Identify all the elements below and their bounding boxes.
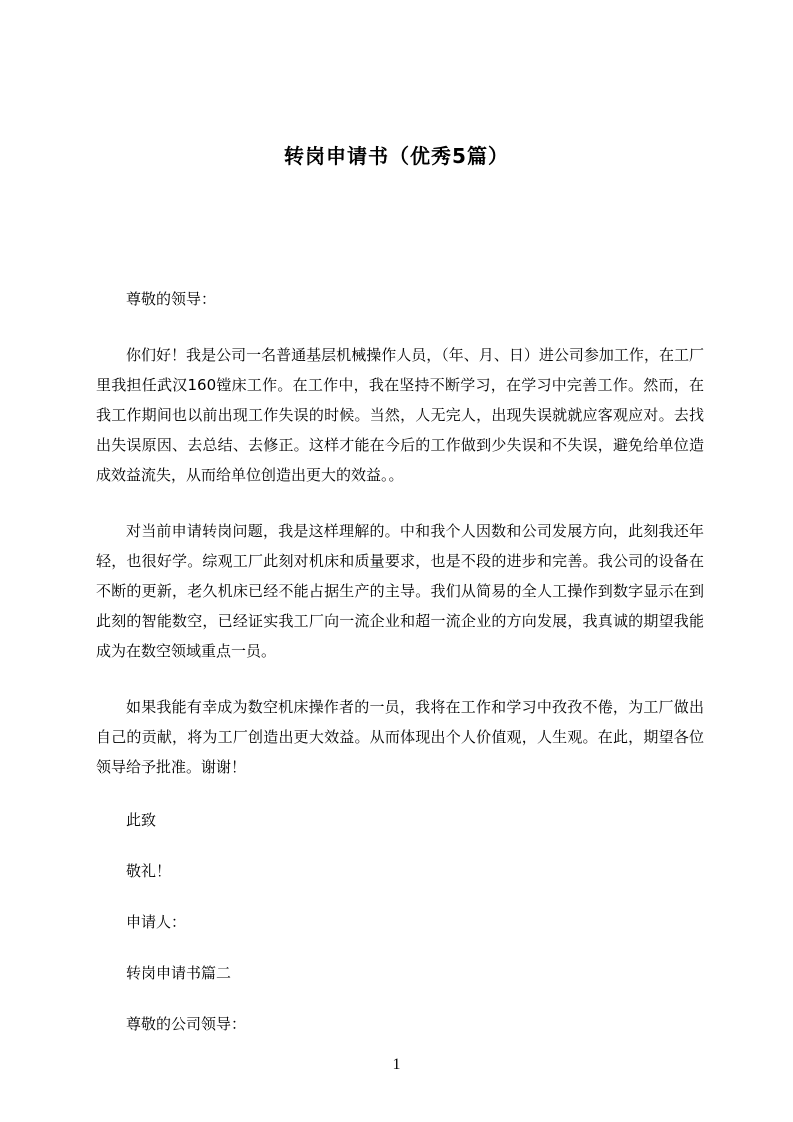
closing-line-2: 敬礼！ xyxy=(126,862,172,880)
salutation-2: 尊敬的公司领导： xyxy=(126,1015,247,1033)
document-body xyxy=(96,284,704,1060)
document-title: 转岗申请书（优秀5篇） xyxy=(284,144,509,168)
closing-line-1: 此致 xyxy=(126,811,157,829)
paragraph-3: 如果我能有幸成为数空机床操作者的一员，我将在工作和学习中孜孜不倦，为工厂做出自己的贡献，将为工厂创造出更大效益。从而体现出个人价值观，人生观。在此，期望各位领导给予批准。谢谢！ xyxy=(96,698,704,776)
paragraph-2: 对当前申请转岗问题，我是这样理解的。中和我个人因数和公司发展方向，此刻我还年轻，也很好学。综观工厂此刻对机床和质量要求，也是不段的进步和完善。我公司的设备在不断的更新，老久机床已经不能占据生产的主导。我们从简易的全人工操作到数字显示在到此刻的智能数空，已经证实我工厂向一流企业和超一流企业的方向发展，我真诚的期望我能成为在数空领域重点一员。 xyxy=(96,522,704,660)
salutation: 尊敬的领导： xyxy=(126,290,217,308)
section-heading: 转岗申请书篇二 xyxy=(126,964,232,982)
page-number: 1 xyxy=(392,1056,401,1073)
paragraph-1: 你们好！我是公司一名普通基层机械操作人员，（年、月、日）进公司参加工作，在工厂里我担任武汉160镗床工作。在工作中，我在坚持不断学习，在学习中完善工作。然而，在我工作期间也以前出现工作失误的时候。当然，人无完人，出现失误就就应客观应对。去找出失误原因、去总结、去修正。这样才能在今后的工作做到少失误和不失误，避免给单位造成效益流失，从而给单位创造出更大的效益。。 xyxy=(96,346,704,484)
applicant-label: 申请人： xyxy=(126,913,187,931)
